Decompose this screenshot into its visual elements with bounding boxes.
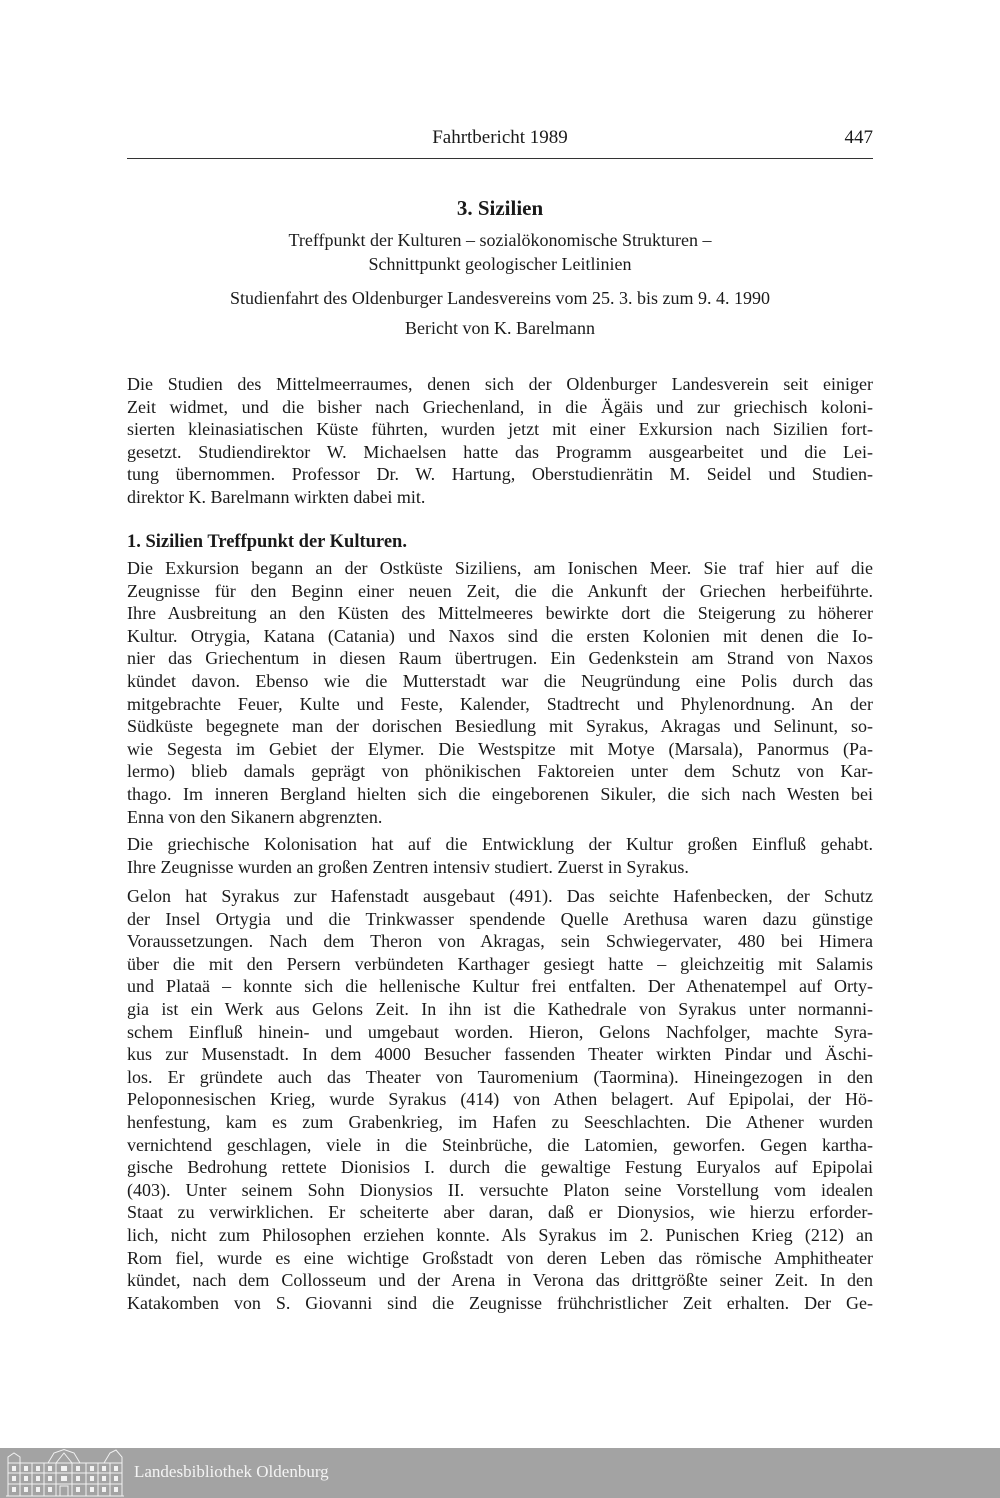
text-line: Die griechische Kolonisation hat auf die Entwicklung der Kultur großen Einfluß gehabt. <box>127 834 873 854</box>
text-line: tung übernommen. Professor Dr. W. Hartung, Oberstudienrätin M. Seidel und Studien- <box>127 464 873 485</box>
subtitle-line: Schnittpunkt geologischer Leitlinien <box>368 254 632 274</box>
trip-info: Studienfahrt des Oldenburger Landesvereins vom 25. 3. bis zum 9. 4. 1990 <box>229 288 771 308</box>
library-footer-bar <box>0 1448 1000 1498</box>
text-line: henfestung, kam es zum Grabenkrieg, im Hafen zu Seeschlachten. Die Athener wurden <box>127 1111 873 1132</box>
body-paragraph <box>127 557 873 828</box>
text-line: lich, nicht zum Philosophen erziehen konnte. Als Syrakus im 2. Punischen Krieg (212) an <box>127 1224 873 1245</box>
text-line: (403). Unter seinem Sohn Dionysios II. versuchte Platon seine Vorstellung vom idealen <box>127 1179 873 1200</box>
text-line: schem Einfluß hinein- und umgebaut worden. Hieron, Gelons Nachfolger, machte Syra- <box>127 1021 873 1042</box>
text-line: sierten kleinasiatischen Küste führten, wurden jetzt mit einer Exkursion nach Sizilien fort- <box>127 419 873 440</box>
text-line: los. Er gründete auch das Theater von Tauromenium (Taormina). Hineingezogen in den <box>127 1066 873 1087</box>
text-line: gische Bedrohung rettete Dionisios I. durch die gewaltige Festung Euryalos auf Epipolai <box>127 1157 873 1178</box>
text-line: gesetzt. Studiendirektor W. Michaelsen hatte das Programm ausgearbeitet und die Lei- <box>127 441 873 462</box>
text-line: Enna von den Sikanern abgrenzten. <box>127 806 383 827</box>
author-byline: Bericht von K. Barelmann <box>405 318 595 338</box>
text-line: lermo) blieb damals geprägt von phönikischen Faktoreien unter dem Schutz von Kar- <box>127 761 873 782</box>
library-building-icon <box>6 1449 124 1497</box>
chapter-subtitle <box>127 228 873 276</box>
text-line: Gelon hat Syrakus zur Hafenstadt ausgebaut (491). Das seichte Hafenbecken, der Schutz <box>127 886 873 906</box>
text-line: mitgebrachte Feuer, Kulte und Feste, Kalender, Stadtrecht und Phylenordnung. An der <box>127 693 873 714</box>
text-line: Zeugnisse für den Beginn einer neuen Zeit, die die Ankunft der Griechen herbeiführte. <box>127 580 873 601</box>
text-line: Die Exkursion begann an der Ostküste Siziliens, am Ionischen Meer. Sie traf hier auf die <box>127 558 873 578</box>
text-line: Ihre Ausbreitung an den Küsten des Mittelmeeres bewirkte dort die Steigerung zu höherer <box>127 603 873 624</box>
section-heading: 1. Sizilien Treffpunkt der Kulturen. <box>127 532 407 552</box>
text-line: vernichtend geschlagen, viele in die Steinbrüche, die Latomien, geworfen. Gegen kartha- <box>127 1134 873 1155</box>
text-line: gia ist ein Werk aus Gelons Zeit. In ihn ist die Kathedrale von Syrakus unter normanni- <box>127 998 873 1019</box>
text-line: Südküste begegnete man der dorischen Besiedlung mit Syrakus, Akragas und Selinunt, so- <box>127 716 873 737</box>
text-line: Rom fiel, wurde es eine wichtige Großstadt von deren Leben das römische Amphitheater <box>127 1247 873 1268</box>
text-line: kus zur Musenstadt. In dem 4000 Besucher fassenden Theater wirkten Pindar und Äschi- <box>127 1044 873 1065</box>
text-line: Zeit widmet, und die bisher nach Griechenland, in die Ägäis und zur griechisch koloni- <box>127 396 873 417</box>
page-number: 447 <box>844 127 873 148</box>
text-line: thago. Im inneren Bergland hielten sich die eingeborenen Sikuler, die sich nach Westen bei <box>127 783 873 804</box>
text-line: direktor K. Barelmann wirkten dabei mit. <box>127 486 426 507</box>
body-paragraph <box>127 885 873 1314</box>
text-line: Staat zu verwirklichen. Er scheiterte aber daran, daß er Dionysios, wie hierzu erforder- <box>127 1202 873 1223</box>
text-line: Peloponnesischen Krieg, wurde Syrakus (414) von Athen belagert. Auf Epipolai, der Hö- <box>127 1089 873 1110</box>
header-rule <box>127 158 873 159</box>
text-line: Die Studien des Mittelmeerraumes, denen sich der Oldenburger Landesverein seit einiger <box>127 374 873 394</box>
subtitle-line: Treffpunkt der Kulturen – sozialökonomische Strukturen – <box>288 230 712 250</box>
text-line: kündet davon. Ebenso wie die Mutterstadt war die Neugründung eine Polis durch das <box>127 670 873 691</box>
running-head-title: Fahrtbericht 1989 <box>432 127 568 148</box>
chapter-title: 3. Sizilien <box>456 196 544 220</box>
text-line: wie Segesta im Gebiet der Elymer. Die Westspitze mit Motye (Marsala), Panormus (Pa- <box>127 738 873 759</box>
intro-paragraph <box>127 373 873 509</box>
running-head <box>127 124 873 152</box>
text-line: Katakomben von S. Giovanni sind die Zeugnisse frühchristlicher Zeit erhalten. Der Ge- <box>127 1292 873 1313</box>
text-line: der Insel Ortygia und die Trinkwasser spendende Quelle Arethusa waren dazu günstige <box>127 908 873 929</box>
text-line: Voraussetzungen. Nach dem Theron von Akragas, sein Schwiegervater, 480 bei Himera <box>127 931 873 952</box>
library-name: Landesbibliothek Oldenburg <box>134 1462 329 1481</box>
text-line: über die mit den Persern verbündeten Karthager gesiegt hatte – gleichzeitig mit Salamis <box>127 953 873 974</box>
text-line: Ihre Zeugnisse wurden an großen Zentren intensiv studiert. Zuerst in Syrakus. <box>127 856 689 877</box>
text-line: Kultur. Otrygia, Katana (Catania) und Naxos sind die ersten Kolonien mit denen die Io- <box>127 625 873 646</box>
text-line: kündet, nach dem Collosseum und der Arena in Verona das drittgrößte seiner Zeit. In den <box>127 1270 873 1291</box>
text-line: nier das Griechentum in diesen Raum übertrugen. Ein Gedenkstein am Strand von Naxos <box>127 648 873 669</box>
body-paragraph <box>127 833 873 878</box>
text-line: und Plataä – konnte sich die hellenische Kultur frei entfalten. Der Athenatempel auf Orty- <box>127 976 873 997</box>
